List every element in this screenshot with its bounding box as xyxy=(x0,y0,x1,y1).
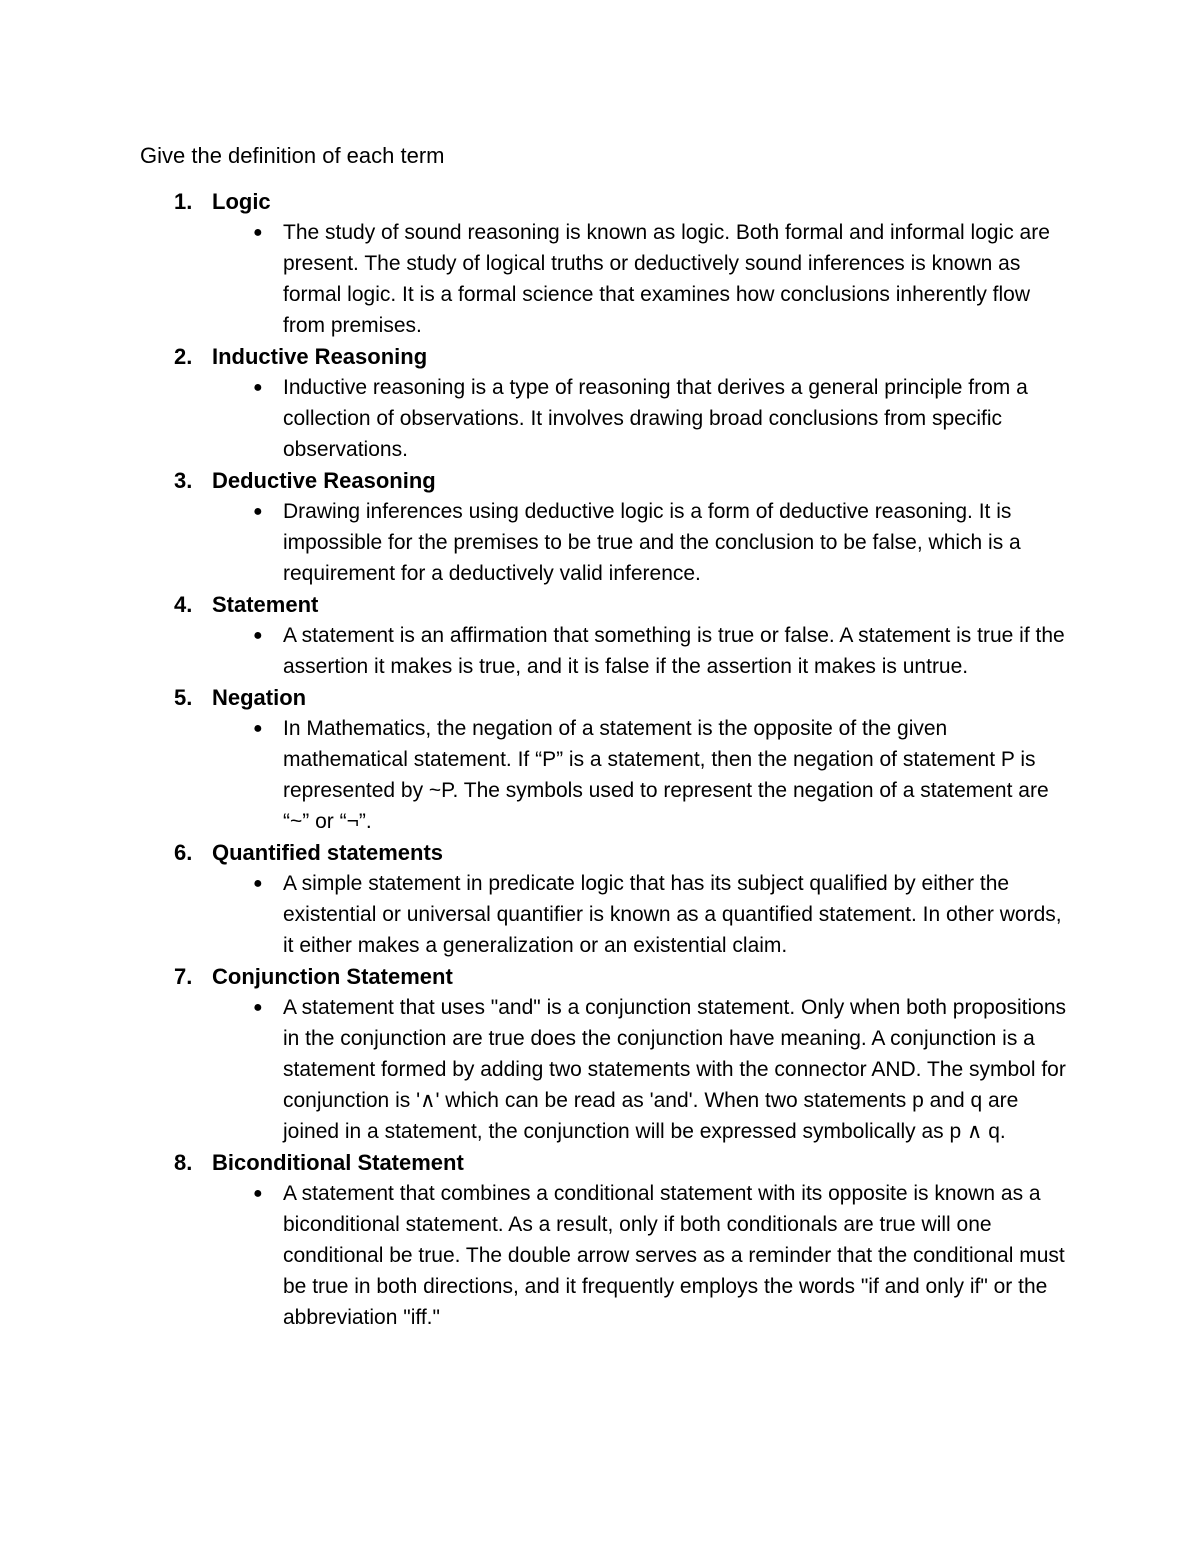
term-name: Statement xyxy=(212,592,319,617)
page-title: Give the definition of each term xyxy=(140,143,445,168)
term-item xyxy=(140,1147,1070,1333)
term-number: 2. xyxy=(174,344,193,369)
term-item xyxy=(140,589,1070,682)
term-definition xyxy=(140,868,1070,961)
term-definition xyxy=(140,992,1070,1147)
term-item xyxy=(140,682,1070,837)
term-heading xyxy=(140,682,1070,713)
definition-text: A statement is an affirmation that something is true or false. A statement is true if the assertion it makes is true, and it is false if the assertion it makes is untrue. xyxy=(283,624,1065,678)
term-number: 1. xyxy=(174,189,193,214)
term-definition xyxy=(140,496,1070,589)
term-name: Biconditional Statement xyxy=(212,1150,464,1175)
term-item xyxy=(140,341,1070,465)
term-name: Conjunction Statement xyxy=(212,964,453,989)
definition-text: The study of sound reasoning is known as logic. Both formal and informal logic are present. The study of logical truths or deductively sound inferences is known as formal logic. It is a formal science that examines how conclusions inherently flow from premises. xyxy=(283,221,1050,337)
term-number: 3. xyxy=(174,468,193,493)
term-heading xyxy=(140,186,1070,217)
term-item xyxy=(140,186,1070,341)
term-name: Deductive Reasoning xyxy=(212,468,436,493)
term-name: Inductive Reasoning xyxy=(212,344,428,369)
definition-text: A statement that combines a conditional statement with its opposite is known as a biconditional statement. As a result, only if both conditionals are true will one conditional be true. The double arrow serves as a reminder that the conditional must be true in both directions, and it frequently employs the words "if and only if" or the abbreviation "iff." xyxy=(283,1182,1065,1329)
term-number: 6. xyxy=(174,840,193,865)
term-heading xyxy=(140,1147,1070,1178)
bullet-icon: ● xyxy=(253,224,263,241)
term-definition xyxy=(140,372,1070,465)
term-definition xyxy=(140,217,1070,341)
term-number: 5. xyxy=(174,685,193,710)
definition-text: A statement that uses "and" is a conjunction statement. Only when both propositions in the conjunction are true does the conjunction have meaning. A conjunction is a statement formed by adding two statements with the connector AND. The symbol for conjunction is '∧' which can be read as 'and'. When two statements p and q are joined in a statement, the conjunction will be expressed symbolically as p ∧ q. xyxy=(283,996,1067,1143)
term-definition xyxy=(140,620,1070,682)
bullet-icon: ● xyxy=(253,720,263,737)
term-heading xyxy=(140,961,1070,992)
bullet-icon: ● xyxy=(253,1185,263,1202)
term-number: 4. xyxy=(174,592,193,617)
term-name: Negation xyxy=(212,685,307,710)
term-item xyxy=(140,465,1070,589)
bullet-icon: ● xyxy=(253,379,263,396)
term-item xyxy=(140,961,1070,1147)
term-name: Quantified statements xyxy=(212,840,444,865)
bullet-icon: ● xyxy=(253,503,263,520)
term-number: 7. xyxy=(174,964,193,989)
bullet-icon: ● xyxy=(253,627,263,644)
definition-text: Drawing inferences using deductive logic is a form of deductive reasoning. It is impossible for the premises to be true and the conclusion to be false, which is a requirement for a deductively valid inference. xyxy=(283,500,1021,585)
definition-text: Inductive reasoning is a type of reasoning that derives a general principle from a collection of observations. It involves drawing broad conclusions from specific observations. xyxy=(283,376,1028,461)
term-definition xyxy=(140,1178,1070,1333)
term-item xyxy=(140,837,1070,961)
term-heading xyxy=(140,341,1070,372)
term-heading xyxy=(140,837,1070,868)
definition-text: A simple statement in predicate logic that has its subject qualified by either the existential or universal quantifier is known as a quantified statement. In other words, it either makes a generalization or an existential claim. xyxy=(283,872,1062,957)
term-definition xyxy=(140,713,1070,837)
term-number: 8. xyxy=(174,1150,193,1175)
term-name: Logic xyxy=(212,189,271,214)
definition-text: In Mathematics, the negation of a statement is the opposite of the given mathematical statement. If “P” is a statement, then the negation of statement P is represented by ~P. The symbols used to represent the negation of a statement are “~” or “¬”. xyxy=(283,717,1049,833)
term-heading xyxy=(140,589,1070,620)
term-heading xyxy=(140,465,1070,496)
bullet-icon: ● xyxy=(253,999,263,1016)
term-list xyxy=(140,186,1070,1333)
bullet-icon: ● xyxy=(253,875,263,892)
